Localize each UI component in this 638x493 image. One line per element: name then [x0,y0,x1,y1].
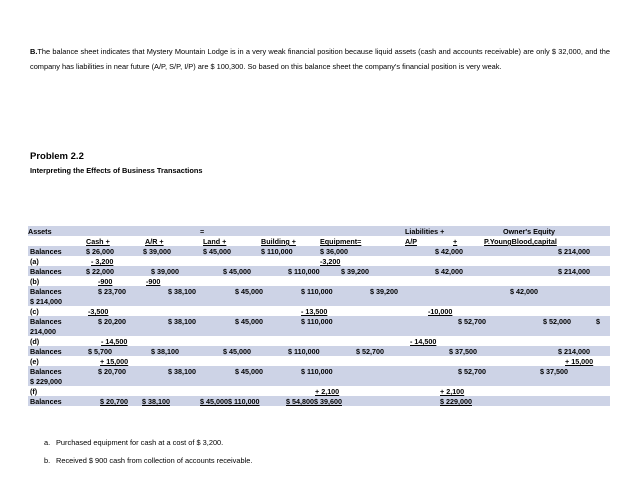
cell-cash: $ 23,700 [98,287,126,296]
table-row [28,396,610,406]
cell-capital-continued: $ [596,317,600,326]
row-label-continued: $ 214,000 [30,297,62,306]
cell-equipment: $ 52,700 [356,347,384,356]
cell-building-equipment: $ 54,800$ 39,600 [286,397,342,406]
header-equity: Owner's Equity [503,227,556,236]
table-row [28,386,610,396]
col-ap: A/P [405,237,417,246]
cell-capital: $ 37,500 [540,367,568,376]
table-row [28,256,610,266]
row-label: (c) [30,307,39,316]
table-row [28,346,610,356]
table-row [28,306,610,316]
col-building: Building + [261,237,296,246]
note-item [44,437,252,448]
cell-capital: $ 214,000 [558,247,590,256]
cell-land: $ 45,000 [223,267,251,276]
cell-ar: $ 38,100 [168,287,196,296]
cell-ap: -10,000 [428,307,453,316]
row-label: (b) [30,277,40,286]
cell-building: $ 110,000 [288,267,320,276]
row-label: (d) [30,337,40,346]
cell-equipment: $ 39,200 [341,267,369,276]
table-row [28,316,610,336]
cell-ar: $ 38,100 [151,347,179,356]
table-subheader-row [28,236,610,246]
row-label: (f) [30,387,38,396]
cell-building: $ 110,000 [261,247,293,256]
cell-capital: $ 52,000 [543,317,571,326]
cell-cash: - 3,200 [91,257,114,266]
cell-ap: $ 52,700 [458,317,486,326]
row-label: (e) [30,357,39,366]
table-row [28,286,610,306]
cell-land: $ 45,000 [235,317,263,326]
note-item [44,455,253,466]
cell-equipment: $ 39,200 [370,287,398,296]
cell-cash: -3,500 [88,307,109,316]
cell-cash: $ 22,000 [86,267,114,276]
intro-paragraph [30,44,610,74]
cell-cash: - 14,500 [101,337,128,346]
cell-cash: $ 20,700 [100,397,128,406]
cell-equipment: $ 36,000 [320,247,348,256]
table-row [28,276,610,286]
row-label: Balances [30,317,62,326]
table-header-row [28,226,610,236]
cell-land: $ 45,000 [235,367,263,376]
cell-capital: $ 214,000 [558,347,590,356]
header-equals: = [200,227,205,236]
note-text: Purchased equipment for cash at a cost of $ 3,200. [56,438,224,447]
cell-cash: + 15,000 [100,357,129,366]
row-label: Balances [30,267,62,276]
paragraph-text: The balance sheet indicates that Mystery Mountain Lodge is in a very weak financial position because liquid assets (cash and accounts receivable) are only $ 32,000, and the company has liabilities in near future (A/P, S/P, I/P) are $ 100,300. So based on this balance sheet the company's financial position is very weak. [30,47,610,71]
cell-equipment: -3,200 [320,257,341,266]
cell-capital: $ 42,000 [510,287,538,296]
note-marker: a. [44,438,51,447]
cell-capital: + 15,000 [565,357,594,366]
note-marker: b. [44,456,51,465]
header-assets: Assets [28,227,52,236]
cell-capital: $ 214,000 [558,267,590,276]
col-cash: Cash + [86,237,110,246]
cell-building: $ 110,000 [288,347,320,356]
cell-building: $ 110,000 [301,287,333,296]
transactions-table [28,226,610,406]
cell-ap: $ 37,500 [449,347,477,356]
row-label: Balances [30,347,62,356]
problem-title: Problem 2.2 [30,151,84,162]
cell-ar: $ 38,100 [168,317,196,326]
row-label-continued: 214,000 [30,327,56,336]
cell-land-building: $ 45,000$ 110,000 [200,397,260,406]
cell-land: $ 45,000 [223,347,251,356]
row-label: Balances [30,247,62,256]
cell-ar: $ 39,000 [143,247,171,256]
table-row [28,246,610,256]
cell-building: + 2,100 [315,387,340,396]
transaction-notes [44,437,253,473]
paragraph-label: B. [30,47,38,56]
cell-ar: $ 38,100 [142,397,170,406]
cell-ar: $ 38,100 [168,367,196,376]
cell-land: $ 45,000 [203,247,231,256]
cell-ap: $ 229,000 [440,397,472,406]
table-row [28,366,610,386]
col-plus: + [453,237,458,246]
cell-ap: $ 42,000 [435,267,463,276]
cell-building: $ 110,000 [301,317,333,326]
cell-cash: $ 20,200 [98,317,126,326]
cell-land: $ 45,000 [235,287,263,296]
row-label-continued: $ 229,000 [30,377,62,386]
table-row [28,356,610,366]
cell-cash: $ 26,000 [86,247,114,256]
row-label: Balances [30,287,62,296]
cell-ap: - 14,500 [410,337,437,346]
cell-ap: $ 52,700 [458,367,486,376]
cell-ar: -900 [146,277,161,286]
cell-cash: $ 5,700 [88,347,112,356]
cell-cash: -900 [98,277,113,286]
cell-ap: + 2,100 [440,387,465,396]
cell-building: - 13,500 [301,307,328,316]
row-label: Balances [30,367,62,376]
col-capital: P.YoungBlood,capital [484,237,557,246]
cell-building: $ 110,000 [301,367,333,376]
col-ar: A/R + [145,237,164,246]
row-label: (a) [30,257,39,266]
cell-cash: $ 20,700 [98,367,126,376]
cell-ap: $ 42,000 [435,247,463,256]
table-row [28,266,610,276]
col-land: Land + [203,237,227,246]
cell-ar: $ 39,000 [151,267,179,276]
header-liabilities: Liabilities + [405,227,445,236]
col-equipment: Equipment= [320,237,362,246]
table-row [28,336,610,346]
note-text: Received $ 900 cash from collection of accounts receivable. [56,456,253,465]
row-label: Balances [30,397,62,406]
problem-subtitle: Interpreting the Effects of Business Transactions [30,166,203,175]
